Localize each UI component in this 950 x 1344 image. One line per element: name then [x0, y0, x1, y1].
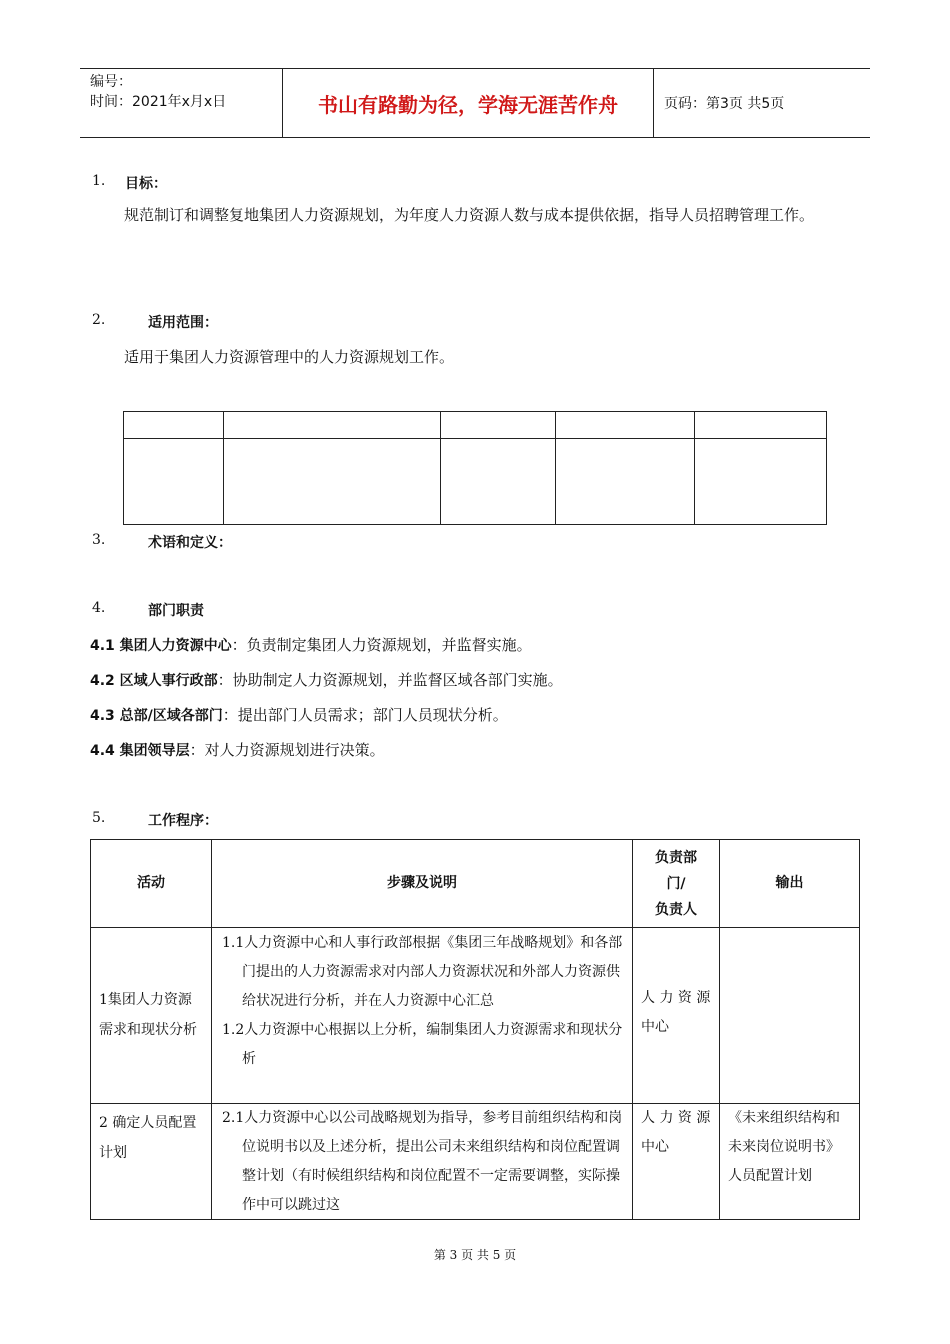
section-title: 工作程序： [148, 813, 218, 829]
responsibility-item [90, 739, 385, 760]
table-cell [124, 439, 224, 525]
activity-cell [91, 928, 212, 1104]
resp-desc: ：提出部门人员需求；部门人员现状分析。 [222, 706, 508, 724]
table-row [91, 928, 860, 1104]
table-cell [556, 439, 695, 525]
owner-text: 人 力 资 源中心 [641, 989, 711, 1035]
section-number: 4. [92, 600, 106, 616]
table-cell [124, 412, 224, 439]
table-cell [556, 412, 695, 439]
header-owner-line: 负责人 [655, 901, 697, 918]
section-title: 部门职责 [148, 603, 204, 619]
time-label: 时间：2021年x月x日 [90, 94, 227, 110]
section-number: 1. [92, 173, 106, 189]
header-owner-line: 门/ [666, 875, 686, 892]
owner-cell [633, 928, 720, 1104]
section-number: 5. [92, 810, 106, 826]
steps-cell [212, 928, 633, 1104]
table-cell [224, 439, 441, 525]
resp-dept: 集团人力资源中心 [119, 638, 232, 654]
header-page-code: 页码：第3页 共5页 [664, 96, 785, 112]
output-cell [720, 1104, 860, 1220]
table-cell [441, 439, 556, 525]
step-text: 1.1人力资源中心和人事行政部根据《集团三年战略规划》和各部门提出的人力资源需求对内部人力资源状况和外部人力资源供给状况进行分析，并在人力资源中心汇总 [222, 935, 623, 1009]
step-text: 2.1人力资源中心以公司战略规划为指导，参考目前组织结构和岗位说明书以及上述分析，提出公司未来组织结构和岗位配置调整计划（有时候组织结构和岗位配置不一定需要调整，实际操作中可以跳过这 [222, 1110, 623, 1213]
resp-dept: 区域人事行政部 [119, 673, 218, 689]
owner-cell [633, 1104, 720, 1220]
steps-cell [212, 1104, 633, 1220]
header-owner [633, 840, 720, 928]
table-header-row [91, 840, 860, 928]
activity-cell [91, 1104, 212, 1220]
resp-desc: ：负责制定集团人力资源规划，并监督实施。 [231, 636, 532, 654]
section-1-body: 规范制订和调整复地集团人力资源规划，为年度人力资源人数与成本提供依据，指导人员招聘管理工作。 [124, 206, 815, 224]
header-activity: 活动 [91, 840, 212, 928]
resp-dept: 集团领导层 [119, 743, 190, 759]
responsibility-item [90, 704, 508, 725]
header-owner-line: 负责部 [655, 849, 697, 866]
table-row [124, 439, 827, 525]
resp-number: 4.2 [90, 673, 115, 689]
responsibility-item [90, 634, 532, 655]
document-header [80, 68, 870, 138]
header-output: 输出 [720, 840, 860, 928]
resp-number: 4.3 [90, 708, 115, 724]
section-title: 适用范围： [148, 315, 218, 331]
output-text [720, 928, 859, 932]
table-row [124, 412, 827, 439]
table-cell [695, 439, 827, 525]
empty-table [123, 411, 827, 525]
table-cell [224, 412, 441, 439]
section-title: 目标： [125, 176, 167, 192]
owner-text: 人 力 资 源中心 [641, 1110, 711, 1155]
resp-desc: ：协助制定人力资源规划，并监督区域各部门实施。 [217, 671, 563, 689]
step-text: 1.2人力资源中心根据以上分析，编制集团人力资源需求和现状分析 [222, 1022, 623, 1067]
activity-text: 1集团人力资源需求和现状分析 [99, 991, 197, 1038]
table-cell [695, 412, 827, 439]
section-number: 2. [92, 312, 106, 328]
number-label: 编号： [90, 74, 132, 90]
resp-number: 4.4 [90, 743, 115, 759]
process-table [90, 839, 860, 1220]
resp-dept: 总部/区域各部门 [119, 708, 223, 724]
output-text: 人员配置计划 [728, 1168, 812, 1184]
output-cell [720, 928, 860, 1104]
section-number: 3. [92, 532, 106, 548]
header-meta [90, 72, 226, 112]
resp-number: 4.1 [90, 638, 115, 654]
responsibility-item [90, 669, 563, 690]
header-steps: 步骤及说明 [212, 840, 633, 928]
resp-desc: ：对人力资源规划进行决策。 [189, 741, 385, 759]
section-2-body: 适用于集团人力资源管理中的人力资源规划工作。 [124, 348, 455, 366]
header-motto: 书山有路勤为径，学海无涯苦作舟 [282, 69, 654, 137]
output-text: 《未来组织结构和未来岗位说明书》 [728, 1110, 840, 1155]
page-footer: 第 3 页 共 5 页 [433, 1248, 517, 1262]
table-row [91, 1104, 860, 1220]
activity-text: 2 确定人员配置计划 [99, 1115, 197, 1161]
table-cell [441, 412, 556, 439]
section-title: 术语和定义： [148, 535, 232, 551]
